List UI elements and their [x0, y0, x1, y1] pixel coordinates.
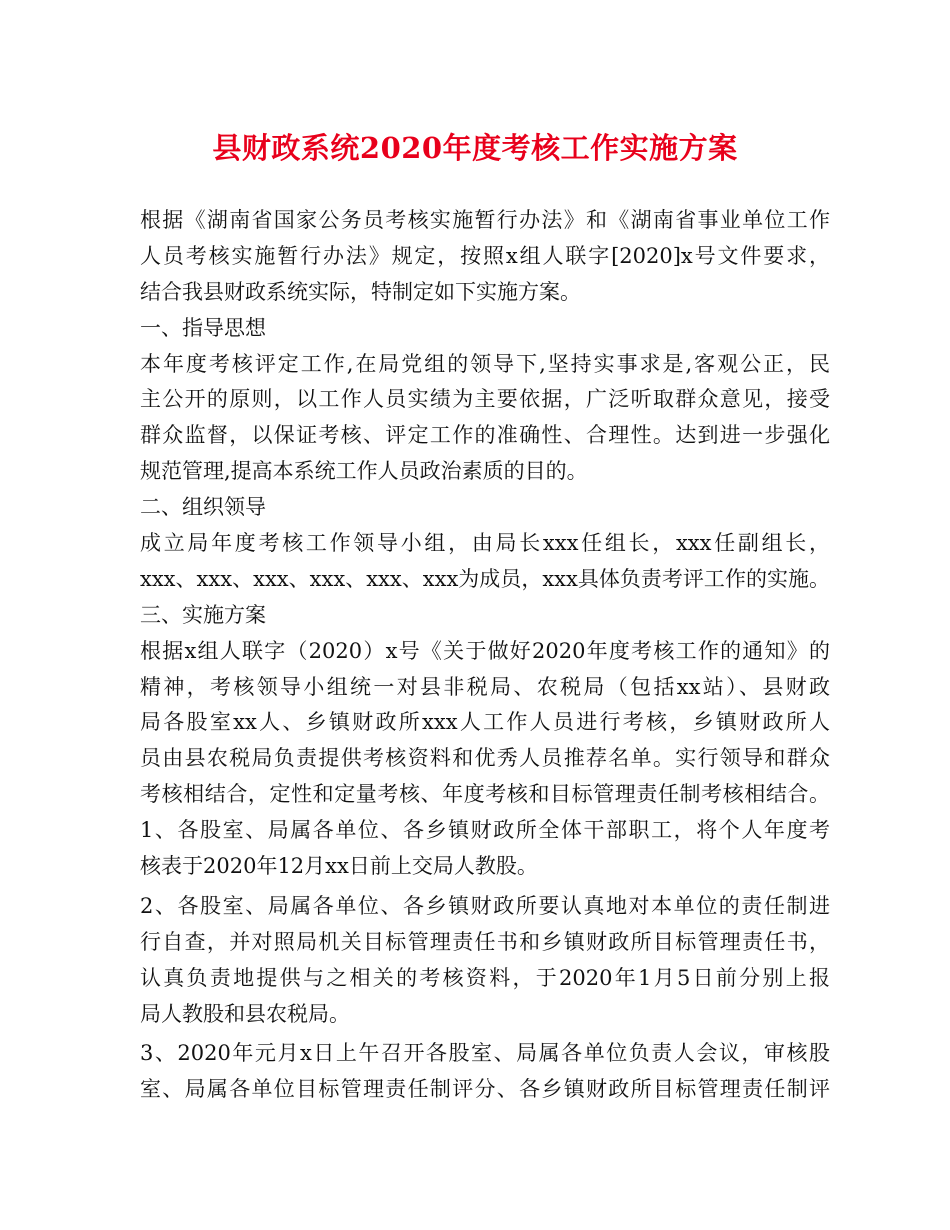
- text-line: 局各股室xx人、乡镇财政所xxx人工作人员进行考核，乡镇财政所人: [140, 710, 830, 735]
- text-line: 行自查，并对照局机关目标管理责任书和乡镇财政所目标管理责任书，: [140, 929, 830, 954]
- text-line: 局人教股和县农税局。: [140, 1001, 350, 1026]
- list-item-1: 1、各股室、局属各单位、各乡镇财政所全体干部职工，将个人年度考: [140, 818, 830, 843]
- text-line: 根据《湖南省国家公务员考核实施暂行办法》和《湖南省事业单位工作: [140, 208, 830, 232]
- text-line: 群众监督，以保证考核、评定工作的准确性、合理性。达到进一步强化: [140, 423, 830, 448]
- list-item-3: 3、2020年元月x日上午召开各股室、局属各单位负责人会议，审核股: [140, 1041, 830, 1066]
- text-line: 精神，考核领导小组统一对县非税局、农税局（包括xx站）、县财政: [140, 674, 830, 699]
- text-line: 人员考核实施暂行办法》规定，按照x组人联字[2020]x号文件要求，: [140, 243, 830, 268]
- text-line: 规范管理,提高本系统工作人员政治素质的目的。: [140, 459, 588, 484]
- text-line: 根据x组人联字（2020）x号《关于做好2020年度考核工作的通知》的: [140, 638, 830, 663]
- section-heading-3: 三、实施方案: [140, 602, 266, 627]
- text-line: 室、局属各单位目标管理责任制评分、各乡镇财政所目标管理责任制评: [140, 1077, 830, 1102]
- text-line: 核表于2020年12月xx日前上交局人教股。: [140, 854, 538, 879]
- text-line: 成立局年度考核工作领导小组，由局长xxx任组长，xxx任副组长，: [140, 531, 830, 556]
- text-line: 结合我县财政系统实际，特制定如下实施方案。: [140, 279, 581, 304]
- list-item-2: 2、各股室、局属各单位、各乡镇财政所要认真地对本单位的责任制进: [140, 893, 830, 918]
- text-line: 主公开的原则，以工作人员实绩为主要依据，广泛听取群众意见，接受: [140, 387, 830, 412]
- document-body: [140, 203, 830, 1108]
- text-line: xxx、xxx、xxx、xxx、xxx、xxx为成员，xxx具体负责考评工作的实施。: [140, 566, 830, 591]
- text-line: 本年度考核评定工作,在局党组的领导下,坚持实事求是,客观公正，民: [140, 351, 830, 376]
- text-line: 考核相结合，定性和定量考核、年度考核和目标管理责任制考核相结合。: [140, 782, 830, 807]
- section-heading-2: 二、组织领导: [140, 495, 266, 520]
- section-heading-1: 一、指导思想: [140, 315, 266, 340]
- text-line: 认真负责地提供与之相关的考核资料，于2020年1月5日前分别上报: [140, 965, 830, 990]
- text-line: 员由县农税局负责提供考核资料和优秀人员推荐名单。实行领导和群众: [140, 746, 830, 771]
- document-title: 县财政系统2020年度考核工作实施方案: [212, 131, 738, 165]
